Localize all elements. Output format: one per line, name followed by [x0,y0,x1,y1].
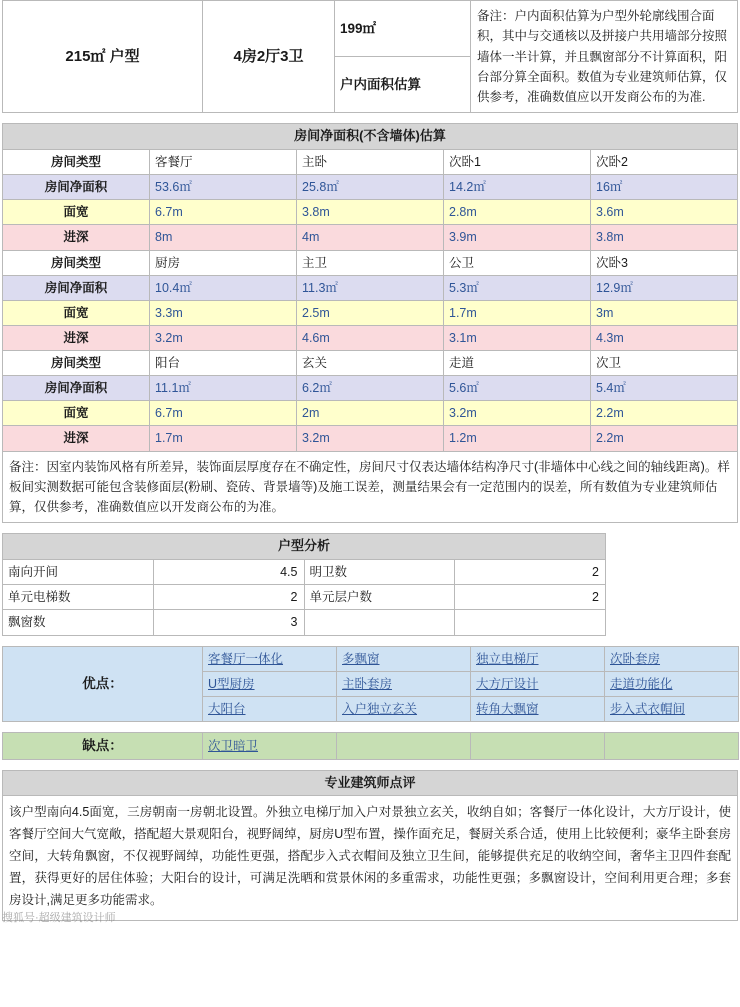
room-type-row [3,250,738,275]
room-width-cell: 2.2m [591,401,738,426]
room-width-cell: 3.8m [297,200,444,225]
header-summary-table [2,0,738,113]
inner-area-value: 199㎡ [335,1,471,57]
comment-title: 专业建筑师点评 [3,770,738,796]
pros-item [471,671,605,696]
pros-row [3,646,739,671]
analysis-row [3,560,606,585]
architect-comment-table [2,770,738,921]
room-type-row [3,351,738,376]
analysis-title-row [3,534,606,560]
spacer-2 [0,523,740,533]
room-depth-cell: 4.6m [297,325,444,350]
pros-item-text: 独立电梯厅 [476,651,539,666]
room-width-cell: 1.7m [444,300,591,325]
pros-table [2,646,739,722]
room-width-cell: 3.2m [444,401,591,426]
row-label-type: 房间类型 [3,351,150,376]
room-width-row [3,200,738,225]
pros-item-text: 大方厅设计 [476,676,539,691]
room-depth-cell: 1.7m [150,426,297,451]
room-depth-cell: 1.2m [444,426,591,451]
pros-item [337,696,471,721]
room-type-cell: 公卫 [444,250,591,275]
room-area-cell: 12.9㎡ [591,275,738,300]
row-label-type: 房间类型 [3,150,150,175]
room-table-title: 房间净面积(不含墙体)估算 [3,124,738,150]
room-width-cell: 3.6m [591,200,738,225]
row-label-depth: 进深 [3,325,150,350]
room-width-row [3,401,738,426]
analysis-row [3,610,606,635]
pros-item [605,671,739,696]
analysis-key: 单元层户数 [304,585,455,610]
cons-item-empty [605,732,739,759]
room-table-title-row [3,124,738,150]
pros-item [203,646,337,671]
pros-label: 优点： [3,646,203,721]
pros-item-text: 多飘窗 [342,651,380,666]
pros-item-text: 入户独立玄关 [342,701,418,716]
cons-item-text: 次卫暗卫 [208,738,259,753]
room-type-cell: 主卫 [297,250,444,275]
room-type-cell: 次卧2 [591,150,738,175]
analysis-value: 3 [153,610,304,635]
pros-item-text: 大阳台 [208,701,246,716]
layout-cell: 4房2厅3卫 [203,1,335,113]
room-type-cell: 玄关 [297,351,444,376]
room-depth-cell: 4.3m [591,325,738,350]
room-depth-cell: 3.2m [150,325,297,350]
header-remark: 备注：户内面积估算为户型外轮廓线围合面积，其中与交通核以及拼接户共用墙部分按照墙体一半计算，并且飘窗部分不计算面积，阳台部分算全面积。数值为专业建筑师估算，仅供参考，准确数值应以开发商公布的为准. [471,1,738,113]
pros-item [203,671,337,696]
room-depth-row [3,325,738,350]
comment-body-row [3,796,738,920]
row-label-width: 面宽 [3,401,150,426]
cons-item-empty [337,732,471,759]
pros-item [337,646,471,671]
room-width-row [3,300,738,325]
watermark [0,911,740,935]
room-depth-cell: 2.2m [591,426,738,451]
room-width-cell: 2.5m [297,300,444,325]
room-depth-row [3,225,738,250]
header-row-1 [3,1,738,57]
room-depth-cell: 3.1m [444,325,591,350]
row-label-area: 房间净面积 [3,275,150,300]
inner-area-label: 户内面积估算 [335,57,471,113]
room-area-table [2,123,738,523]
analysis-value-empty [455,610,606,635]
analysis-key: 飘窗数 [3,610,154,635]
room-type-cell: 次卧1 [444,150,591,175]
room-depth-cell: 3.2m [297,426,444,451]
room-area-row [3,175,738,200]
room-width-cell: 6.7m [150,200,297,225]
room-area-cell: 25.8㎡ [297,175,444,200]
pros-item-text: 走道功能化 [610,676,673,691]
row-label-area: 房间净面积 [3,376,150,401]
room-type-row [3,150,738,175]
pros-item-text: 次卧套房 [610,651,661,666]
room-width-cell: 3.3m [150,300,297,325]
row-label-depth: 进深 [3,225,150,250]
pros-item [471,646,605,671]
cons-item-empty [471,732,605,759]
room-area-cell: 14.2㎡ [444,175,591,200]
room-note-row [3,451,738,523]
pros-item-text: 转角大飘窗 [476,701,539,716]
spacer-5 [0,760,740,770]
room-area-cell: 53.6㎡ [150,175,297,200]
spacer-4 [0,722,740,732]
analysis-row [3,585,606,610]
pros-item [605,696,739,721]
room-area-cell: 6.2㎡ [297,376,444,401]
room-type-cell: 客餐厅 [150,150,297,175]
room-type-cell: 次卧3 [591,250,738,275]
room-area-cell: 5.4㎡ [591,376,738,401]
comment-title-row [3,770,738,796]
row-label-type: 房间类型 [3,250,150,275]
room-type-cell: 厨房 [150,250,297,275]
room-depth-cell: 4m [297,225,444,250]
analysis-key-empty [304,610,455,635]
room-width-cell: 2m [297,401,444,426]
watermark-text: 搜狐号·超级建筑设计师 [2,911,116,924]
room-area-cell: 5.6㎡ [444,376,591,401]
room-type-cell: 次卫 [591,351,738,376]
row-label-width: 面宽 [3,200,150,225]
cons-label: 缺点： [3,732,203,759]
room-width-cell: 6.7m [150,401,297,426]
room-area-cell: 11.3㎡ [297,275,444,300]
room-type-cell: 阳台 [150,351,297,376]
analysis-value: 2 [455,560,606,585]
pros-item [605,646,739,671]
analysis-title: 户型分析 [3,534,606,560]
room-note: 备注：因室内装饰风格有所差异，装饰面层厚度存在不确定性，房间尺寸仅表达墙体结构净尺寸(非墙体中心线之间的轴线距离)。样板间实测数据可能包含装修面层(粉刷、瓷砖、背景墙等)及施工误差，测量结果会有一定范围内的误差，所有数值为专业建筑师估算，仅供参考，准确数值应以开发商公布的为准。 [3,451,738,523]
analysis-key: 南向开间 [3,560,154,585]
analysis-key: 单元电梯数 [3,585,154,610]
row-label-area: 房间净面积 [3,175,150,200]
pros-item [471,696,605,721]
unit-analysis-table [2,533,606,635]
row-label-depth: 进深 [3,426,150,451]
unit-type-cell: 215㎡ 户型 [3,1,203,113]
spacer-3 [0,636,740,646]
room-depth-cell: 8m [150,225,297,250]
room-type-cell: 走道 [444,351,591,376]
analysis-value: 2 [455,585,606,610]
analysis-key: 明卫数 [304,560,455,585]
room-area-cell: 16㎡ [591,175,738,200]
room-depth-cell: 3.8m [591,225,738,250]
pros-item-text: 客餐厅一体化 [208,651,284,666]
pros-item-text: 主卧套房 [342,676,393,691]
pros-item-text: 步入式衣帽间 [610,701,686,716]
row-label-width: 面宽 [3,300,150,325]
room-area-row [3,376,738,401]
room-width-cell: 2.8m [444,200,591,225]
room-depth-cell: 3.9m [444,225,591,250]
pros-item-text: U型厨房 [208,676,255,691]
analysis-value: 2 [153,585,304,610]
cons-row [3,732,739,759]
room-area-cell: 11.1㎡ [150,376,297,401]
analysis-value: 4.5 [153,560,304,585]
pros-item [203,696,337,721]
cons-table [2,732,739,760]
room-type-cell: 主卧 [297,150,444,175]
comment-body: 该户型南向4.5面宽，三房朝南一房朝北设置。外独立电梯厅加入户对景独立玄关，收纳自如；客餐厅一体化设计，大方厅设计，使客餐厅空间大气宽敞，搭配超大景观阳台，视野阔绰，厨房U型布置，操作面充足，餐厨关系合适，使用上比较便利；豪华主卧套房空间，大转角飘窗，不仅视野阔绰，功能性更强，搭配步入式衣帽间及独立卫生间，能够提供充足的收纳空间，奢华主卫四件套配置，获得更好的居住体验；大阳台的设计，可满足洗晒和赏景休闲的多重需求，功能性更强；多飘窗设计，空间利用更合理；多套房设计,满足更多功能需求。 [3,796,738,920]
room-area-cell: 10.4㎡ [150,275,297,300]
room-area-cell: 5.3㎡ [444,275,591,300]
room-depth-row [3,426,738,451]
pros-item [337,671,471,696]
cons-item [203,732,337,759]
room-width-cell: 3m [591,300,738,325]
spacer-1 [0,113,740,123]
room-area-row [3,275,738,300]
